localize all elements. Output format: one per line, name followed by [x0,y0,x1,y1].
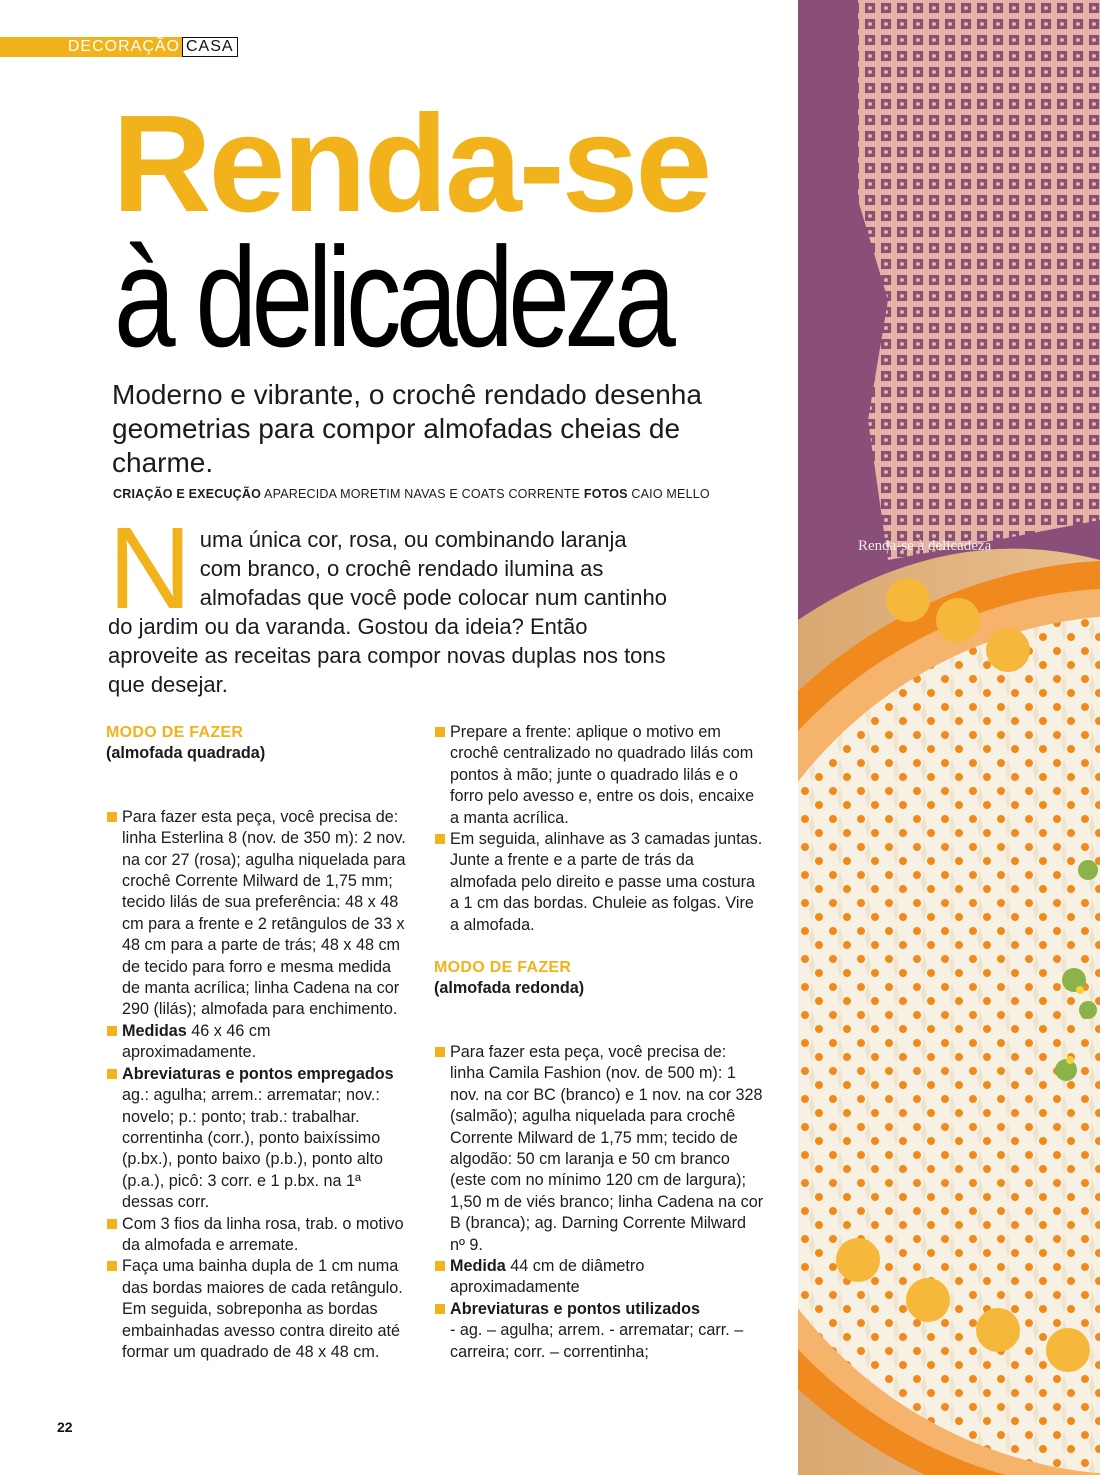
round-measures-text: 44 cm de diâmetro aproximadamente [450,1256,645,1297]
square-measures-label: Medidas [122,1021,187,1040]
headline-line-2: à delicadeza [114,218,671,377]
column-left [106,722,406,1363]
round-abbrev-text: - ag. – agulha; arrem. - arrematar; carr. – carreira; corr. – correntinha; [450,1321,744,1361]
headline-line-1: Renda-se [112,87,710,241]
round-pillow-subtitle: (almofada redonda) [434,979,585,998]
square-measures-item [106,1021,406,1064]
round-measures-label: Medida [450,1256,506,1275]
square-measures-text: 46 x 46 cm aproximadamente. [122,1021,271,1062]
deck-subtitle: Moderno e vibrante, o crochê rendado desenha geometrias para compor almofadas cheias de charme. [112,379,702,478]
round-materials-item: Para fazer esta peça, você precisa de: linha Camila Fashion (nov. de 500 m): 1 nov. na cor BC (branco) e 1 nov. na cor 328 (salmão); agulha niquelada para crochê Corrente Milward de 1,75 mm; tecido de algodão: 50 cm laranja e 50 cm branco (este com no mínimo 120 cm de largura); 1,50 m de viés branco; linha Cadena na cor B (branca); ag. Darning Corrente Milward nº 9. [434,1042,764,1256]
square-step-2: Faça uma bainha dupla de 1 cm numa das bordas maiores de cada retângulo. Em seguida, sobreponha as bordas embainhadas avesso contra direito até formar um quadrado de 48 x 48 cm. [106,1256,406,1363]
square-abbrev-label: Abreviaturas e pontos empregados [122,1064,394,1083]
round-abbrev-item [434,1299,764,1363]
round-pillow-heading: MODO DE FAZER [434,959,572,977]
section-category: DECORAÇÃO [0,37,182,57]
credits-creation-names: APARECIDA MORETIM NAVAS E COATS CORRENTE [261,487,584,501]
round-abbrev-label: Abreviaturas e pontos utilizados [450,1299,701,1318]
intro-text: uma única cor, rosa, ou combinando laranja com branco, o crochê rendado ilumina as almofadas que você pode colocar num cantinho do jardim ou da varanda. Gostou da ideia? Então aproveite as receitas para compor novas duplas nos tons que desejar. [108,527,667,697]
square-abbrev-item [106,1064,406,1214]
round-measures-item [434,1256,764,1299]
square-pillow-subtitle: (almofada quadrada) [106,744,266,763]
square-step-3: Prepare a frente: aplique o motivo em crochê centralizado no quadrado lilás com pontos à mão; junte o quadrado lilás e o forro pelo avesso e, entre os dois, encaixe a manta acrílica. [434,722,764,829]
section-subcategory: CASA [182,37,238,57]
section-tag [0,37,238,57]
credits-photos-label: FOTOS [583,487,628,501]
square-pillow-heading: MODO DE FAZER [106,724,244,741]
square-step-1: Com 3 fios da linha rosa, trab. o motivo da almofada e arremate. [106,1214,406,1257]
page-number: 22 [57,1419,73,1435]
column-right [434,722,764,1363]
square-materials-item: Para fazer esta peça, você precisa de: linha Esterlina 8 (nov. de 350 m): 2 nov. na cor 27 (rosa); agulha niquelada para crochê Corrente Milward de 1,75 mm; tecido lilás de sua preferência: 48 x 48 cm para a frente e 2 retângulos de 33 x 48 cm para a parte de trás; 48 x 48 cm de tecido para forro e mesma medida de manta acrílica; linha Cadena na cor 290 (lilás); almofada para enchimento. [106,807,406,1021]
credits-photos-names: CAIO MELLO [627,487,710,501]
photo-crochet-pillows [798,0,1100,1475]
credits-creation-label: CRIAÇÃO E EXECUÇÃO [113,487,262,501]
drop-cap: N [108,503,192,633]
intro-paragraph [108,503,668,699]
photo-caption: Renda-se à delicadeza [858,538,992,554]
square-step-4: Em seguida, alinhave as 3 camadas juntas. Junte a frente e a parte de trás da almofada pelo direito e passe uma costura a 1 cm das bordas. Chuleie as folgas. Vire a almofada. [434,829,764,936]
square-abbrev-text: ag.: agulha; arrem.: arrematar; nov.: novelo; p.: ponto; trab.: trabalhar. correntinha (corr.), ponto baixíssimo (p.bx.), ponto baixo (p.b.), ponto alto (p.a.), picô: 3 corr. e 1 p.bx. na 1ª dessas corr. [122,1086,383,1212]
credits-line [113,487,793,501]
